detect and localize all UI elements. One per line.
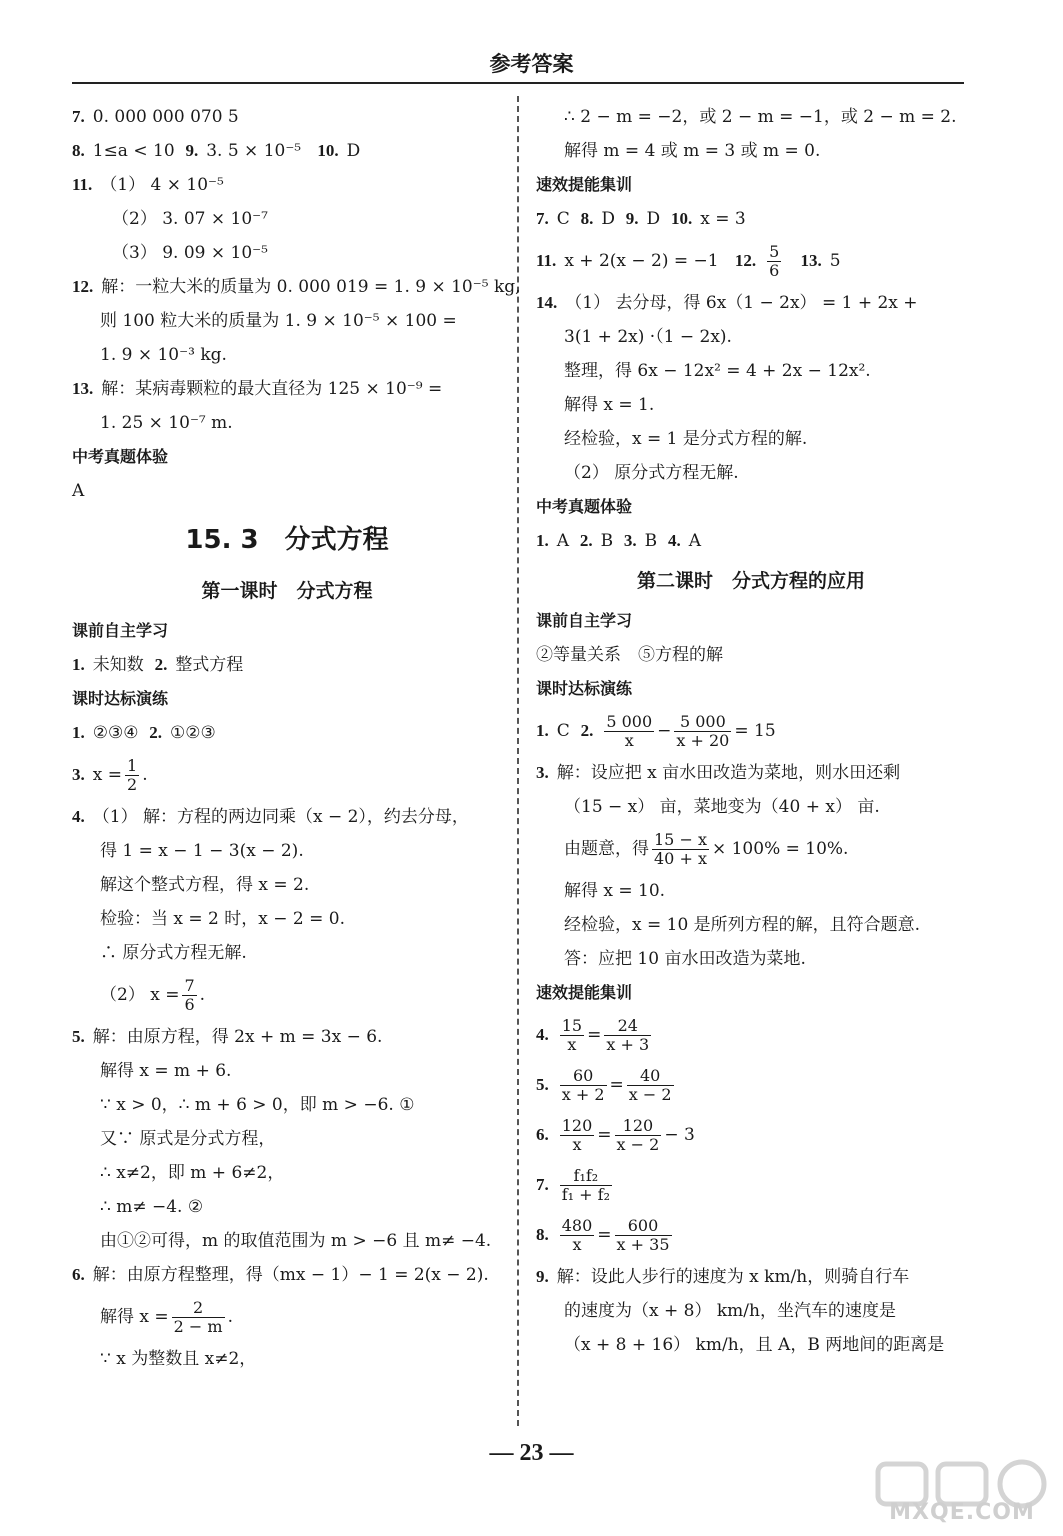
page-header: 参考答案 [489, 52, 574, 76]
answer-line: 1. A 2. B 3. B 4. A [536, 531, 701, 551]
answer-line: 检验：当 x = 2 时，x − 2 = 0. [100, 909, 345, 929]
section-heading: 速效提能集训 [536, 175, 633, 194]
fraction: $\frac{5 000}{x + 20}$ [676, 711, 730, 750]
answer-line: ∵ x > 0，∴ m + 6 > 0，即 m > −6. ① [100, 1095, 415, 1115]
answer-line: 又∵ 原式是分式方程， [100, 1129, 276, 1149]
section-heading: 中考真题体验 [536, 497, 633, 516]
fraction: $\frac{5}{6}$ [769, 241, 780, 280]
answer-line: ②等量关系 ⑤方程的解 [536, 645, 723, 665]
fraction: $\frac{1}{2}$ [127, 755, 138, 794]
answer-line: 5. 解：由原方程，得 2x + m = 3x − 6. [72, 1027, 383, 1047]
answer-line: （3） 9. 09 × 10⁻⁵ [112, 243, 268, 263]
answer-line: 6. $\frac{120}{x}$ = $\frac{120}{x - 2}$ − 3 [536, 1115, 695, 1154]
answer-line: 解得 m = 4 或 m = 3 或 m = 0. [564, 141, 821, 161]
answer-line: 4. （1） 解：方程的两边同乘（x − 2），约去分母， [72, 807, 469, 827]
answer-line: A [72, 481, 85, 501]
answer-line: 则 100 粒大米的质量为 1. 9 × 10⁻⁵ × 100 = [100, 311, 457, 331]
answer-line: 1. 9 × 10⁻³ kg. [100, 345, 227, 365]
answer-line: 解得 x = m + 6. [100, 1061, 232, 1081]
section-heading: 课前自主学习 [536, 611, 633, 630]
section-heading: 课时达标演练 [536, 679, 633, 698]
answer-line: 5. $\frac{60}{x + 2}$ = $\frac{40}{x - 2}$ [536, 1065, 672, 1104]
section-heading: 课前自主学习 [72, 621, 169, 640]
section-heading: 课时达标演练 [72, 689, 169, 708]
answer-line: 答：应把 10 亩水田改造为菜地. [564, 949, 806, 969]
section-heading: 中考真题体验 [72, 447, 169, 466]
answer-line: 11. （1） 4 × 10⁻⁵ [72, 175, 224, 195]
answer-line: （15 − x） 亩，菜地变为（40 + x） 亩. [564, 797, 880, 817]
answer-line: ∴ 原分式方程无解. [100, 943, 247, 963]
answer-line: 解这个整式方程，得 x = 2. [100, 875, 310, 895]
header-rule [72, 82, 964, 84]
answer-line: （2） x = $\frac{7}{6}$ . [100, 975, 206, 1014]
answer-line: 3. x = $\frac{1}{2}$ . [72, 755, 148, 794]
answer-line: 经检验，x = 1 是分式方程的解. [564, 429, 808, 449]
fraction: $\frac{5 000}{x}$ [606, 711, 653, 750]
answer-line: （2） 原分式方程无解. [564, 463, 739, 483]
answer-line: 解得 x = 10. [564, 881, 666, 901]
answer-line: ∵ x 为整数且 x≠2， [100, 1349, 257, 1369]
page-number: — 23 — [489, 1440, 574, 1466]
answer-line: 14. （1） 去分母，得 6x（1 − 2x） = 1 + 2x + [536, 293, 918, 313]
answer-line: 8. 1≤a < 10 9. 3. 5 × 10⁻⁵ 10. D [72, 141, 361, 161]
fraction: $\frac{40}{x - 2}$ [628, 1065, 672, 1104]
left-column [72, 100, 521, 1376]
answer-line: 13. 解：某病毒颗粒的最大直径为 125 × 10⁻⁹ = [72, 379, 443, 399]
answer-line: 7. 0. 000 000 070 5 [72, 107, 239, 127]
right-column [536, 100, 966, 1362]
lesson-title: 第一课时 分式方程 [201, 580, 373, 602]
lesson-title: 第二课时 分式方程的应用 [636, 570, 865, 592]
answer-line: 6. 解：由原方程整理，得（mx − 1）− 1 = 2(x − 2). [72, 1265, 489, 1285]
answer-line: 8. $\frac{480}{x}$ = $\frac{600}{x + 35}$ [536, 1215, 670, 1254]
fraction: $\frac{600}{x + 35}$ [616, 1215, 670, 1254]
answer-line: 3. 解：设应把 x 亩水田改造为菜地，则水田还剩 [536, 763, 901, 783]
answer-line: 7. $\frac{\text{f₁f₂}}{\text{f₁ + f₂}}$ [536, 1165, 610, 1204]
fraction: $\frac{7}{6}$ [184, 975, 195, 1014]
fraction: $\frac{15 - x}{40 + x}$ [654, 829, 707, 868]
answer-line: 的速度为（x + 8） km/h，坐汽车的速度是 [564, 1301, 896, 1321]
fraction: $\frac{\text{f₁f₂}}{\text{f₁ + f₂}}$ [561, 1165, 610, 1204]
fraction: $\frac{480}{x}$ [561, 1215, 593, 1254]
answer-line: 由①②可得，m 的取值范围为 m > −6 且 m≠ −4. [100, 1231, 492, 1251]
fraction: $\frac{120}{x - 2}$ [616, 1115, 660, 1154]
answer-line: 解得 x = 1. [564, 395, 655, 415]
answer-line: 11. x + 2(x − 2) = −1 12. $\frac{5}{6}$ 13. 5 [536, 241, 841, 280]
answer-line: 9. 解：设此人步行的速度为 x km/h，则骑自行车 [536, 1267, 910, 1287]
fraction: $\frac{24}{x + 3}$ [606, 1015, 650, 1054]
answer-line: 1. C 2. $\frac{5 000}{x}$ − $\frac{5 000}{x + 20}$ = 15 [536, 711, 776, 750]
fraction: $\frac{60}{x + 2}$ [561, 1065, 605, 1104]
watermark-text: MXQE.COM [889, 1500, 1035, 1525]
chapter-title: 15. 3 分式方程 [185, 525, 389, 555]
answer-line: 整理，得 6x − 12x² = 4 + 2x − 12x². [564, 361, 871, 381]
answer-line: 由题意，得 $\frac{15 - x}{40 + x}$ × 100% = 10%. [564, 829, 849, 868]
answer-line: （2） 3. 07 × 10⁻⁷ [112, 209, 268, 229]
answer-line: ∴ m≠ −4. ② [100, 1197, 204, 1217]
fraction: $\frac{2}{2 - m}$ [173, 1297, 223, 1336]
fraction: $\frac{120}{x}$ [561, 1115, 593, 1154]
answer-line: 1. 未知数 2. 整式方程 [72, 655, 244, 675]
answer-line: 12. 解：一粒大米的质量为 0. 000 019 = 1. 9 × 10⁻⁵ kg, [72, 277, 521, 297]
answer-line: 3(1 + 2x) ·（1 − 2x). [564, 327, 732, 347]
answer-line: ∴ 2 − m = −2，或 2 − m = −1，或 2 − m = 2. [564, 107, 957, 127]
answer-line: 1. 25 × 10⁻⁷ m. [100, 413, 233, 433]
answer-line: 7. C 8. D 9. D 10. x = 3 [536, 209, 746, 229]
answer-line: 4. $\frac{15}{x}$ = $\frac{24}{x + 3}$ [536, 1015, 650, 1054]
answer-line: （x + 8 + 16） km/h，且 A，B 两地间的距离是 [564, 1335, 945, 1355]
fraction: $\frac{15}{x}$ [561, 1015, 583, 1054]
answer-line: ∴ x≠2，即 m + 6≠2， [100, 1163, 285, 1183]
section-heading: 速效提能集训 [536, 983, 633, 1002]
answer-line: 经检验，x = 10 是所列方程的解，且符合题意. [564, 915, 921, 935]
answer-line: 解得 x = $\frac{2}{2 - m}$ . [100, 1297, 233, 1336]
answer-line: 得 1 = x − 1 − 3(x − 2). [100, 841, 304, 861]
answer-line: 1. ②③④ 2. ①②③ [72, 723, 216, 743]
